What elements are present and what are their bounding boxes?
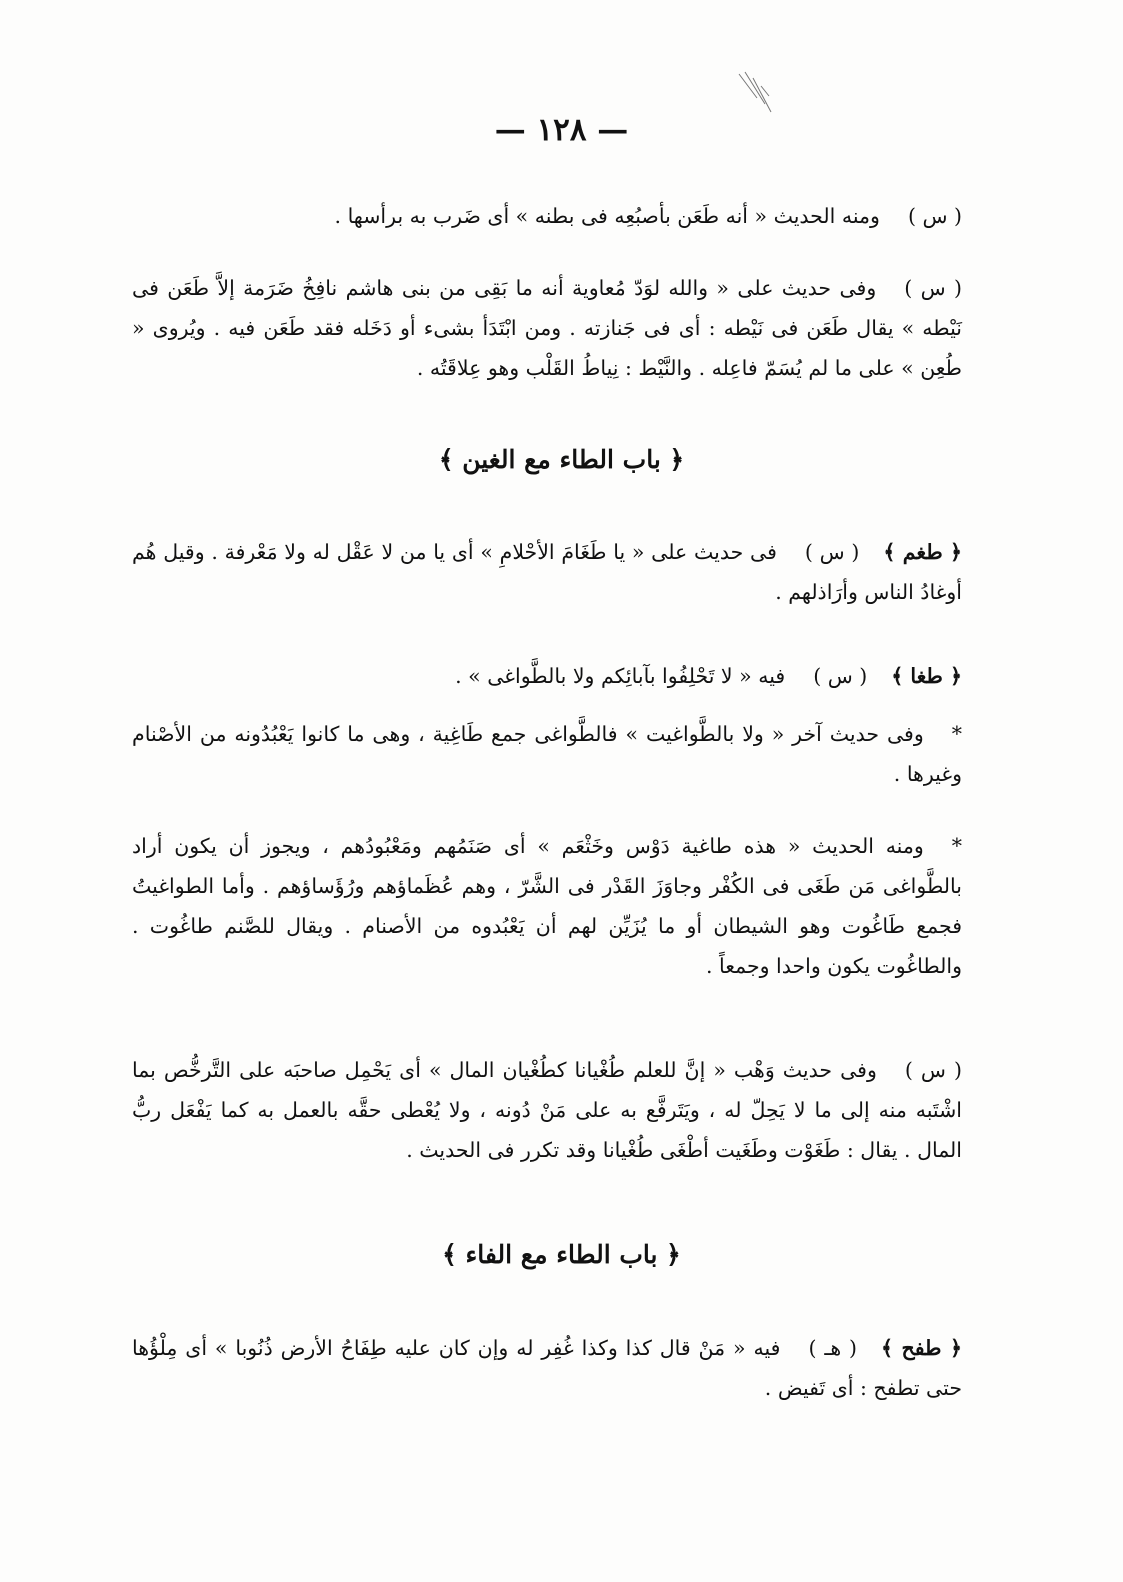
entry-6 xyxy=(132,826,962,986)
entry-text: ومنه الحديث « أنه طَعَن بأصبُعِه فى بطنه » أى ضَرب به برأسها . xyxy=(334,204,880,228)
pencil-mark xyxy=(735,68,785,118)
entry-text: ومنه الحديث « هذه طاغية دَوْس وخَثْعَم » أى صَنَمُهم ومَعْبُودُهم ، ويجوز أن يكون أراد بالطَّواغى مَن طَغَى فى الكُفْر وجاوَزَ القَدْر فى الشَّرّ ، وهم عُظَماؤهم ورُؤَساؤهم . وأما الطواغيتُ فجمع طَاغُوت وهو الشيطان أو ما يُزَيِّن لهم أن يَعْبُدوه من الأصنام . ويقال للصَّنم طاغُوت . والطاغُوت يكون واحدا وجمعاً . xyxy=(132,834,962,978)
section-heading-ghain: ﴿ باب الطاء مع الغين ﴾ xyxy=(438,445,685,474)
source-marker: ( س ) xyxy=(907,204,962,228)
entry-1 xyxy=(132,196,962,236)
source-marker: ( هـ ) xyxy=(808,1336,858,1360)
headword: ﴿ طفح ﴾ xyxy=(881,1336,962,1360)
entry-7 xyxy=(132,1050,962,1170)
asterisk-marker: * xyxy=(951,834,962,858)
entry-text: فى حديث على « يا طَغَامَ الأحْلامِ » أى يا من لا عَقْل له ولا مَعْرفة . وقيل هُم أوغادُ الناس وأرَاذلهم . xyxy=(132,540,962,604)
entry-text: وفى حديث وَهْب « إنَّ للعلم طُغْيانا كطُغْيان المال » أى يَحْمِل صاحبَه على التَّرخُّص بما اشْتَبه منه إلى ما لا يَحِلّ له ، ويَتَرفَّع به على مَنْ دُونه ، ولا يُعْطى حقَّه بالعمل به كما يَفْعَل ربُّ المال . يقال : طَغَوْت وطَغَيت أطْغَى طُغْيانا وقد تكرر فى الحديث . xyxy=(132,1058,962,1162)
entry-2 xyxy=(132,268,962,388)
section-heading-faa: ﴿ باب الطاء مع الفاء ﴾ xyxy=(442,1240,681,1269)
headword: ﴿ طغا ﴾ xyxy=(891,664,962,688)
source-marker: ( س ) xyxy=(804,540,860,564)
entry-4 xyxy=(132,656,962,696)
headword: ﴿ طغم ﴾ xyxy=(883,540,963,564)
entry-5 xyxy=(132,714,962,794)
entry-text: وفى حديث على « والله لوَدّ مُعاوية أنه ما بَقِى من بنى هاشم نافِخُ ضَرَمة إلاَّ طَعَن فى نَيْطه » يقال طَعَن فى نَيْطه : أى فى جَنازته . ومن ابْتَدَأ بشىء أو دَخَله فقد طَعَن فيه . ويُروى « طُعِن » على ما لم يُسَمّ فاعِله . والنَّيْط : نِياطُ القَلْب وهو عِلاقَتُه . xyxy=(132,276,962,380)
entry-text: فيه « مَنْ قال كذا وكذا غُفِر له وإن كان عليه طِفَاحُ الأرض ذُنُوبا » أى مِلْؤُها حتى تطفح : أى تَفيض . xyxy=(132,1336,962,1400)
page-number: — ١٢٨ — xyxy=(494,112,629,148)
source-marker: ( س ) xyxy=(904,276,962,300)
source-marker: ( س ) xyxy=(904,1058,962,1082)
source-marker: ( س ) xyxy=(813,664,868,688)
entry-text: وفى حديث آخر « ولا بالطَّواغيت » فالطَّواغى جمع طَاغِية ، وهى ما كانوا يَعْبُدُونه من الأصْنام وغيرها . xyxy=(132,722,962,786)
entry-8 xyxy=(132,1328,962,1408)
entry-3 xyxy=(132,532,962,612)
asterisk-marker: * xyxy=(951,722,962,746)
entry-text: فيه « لا تَحْلِفُوا بآبائِكم ولا بالطَّواغى » . xyxy=(455,664,786,688)
